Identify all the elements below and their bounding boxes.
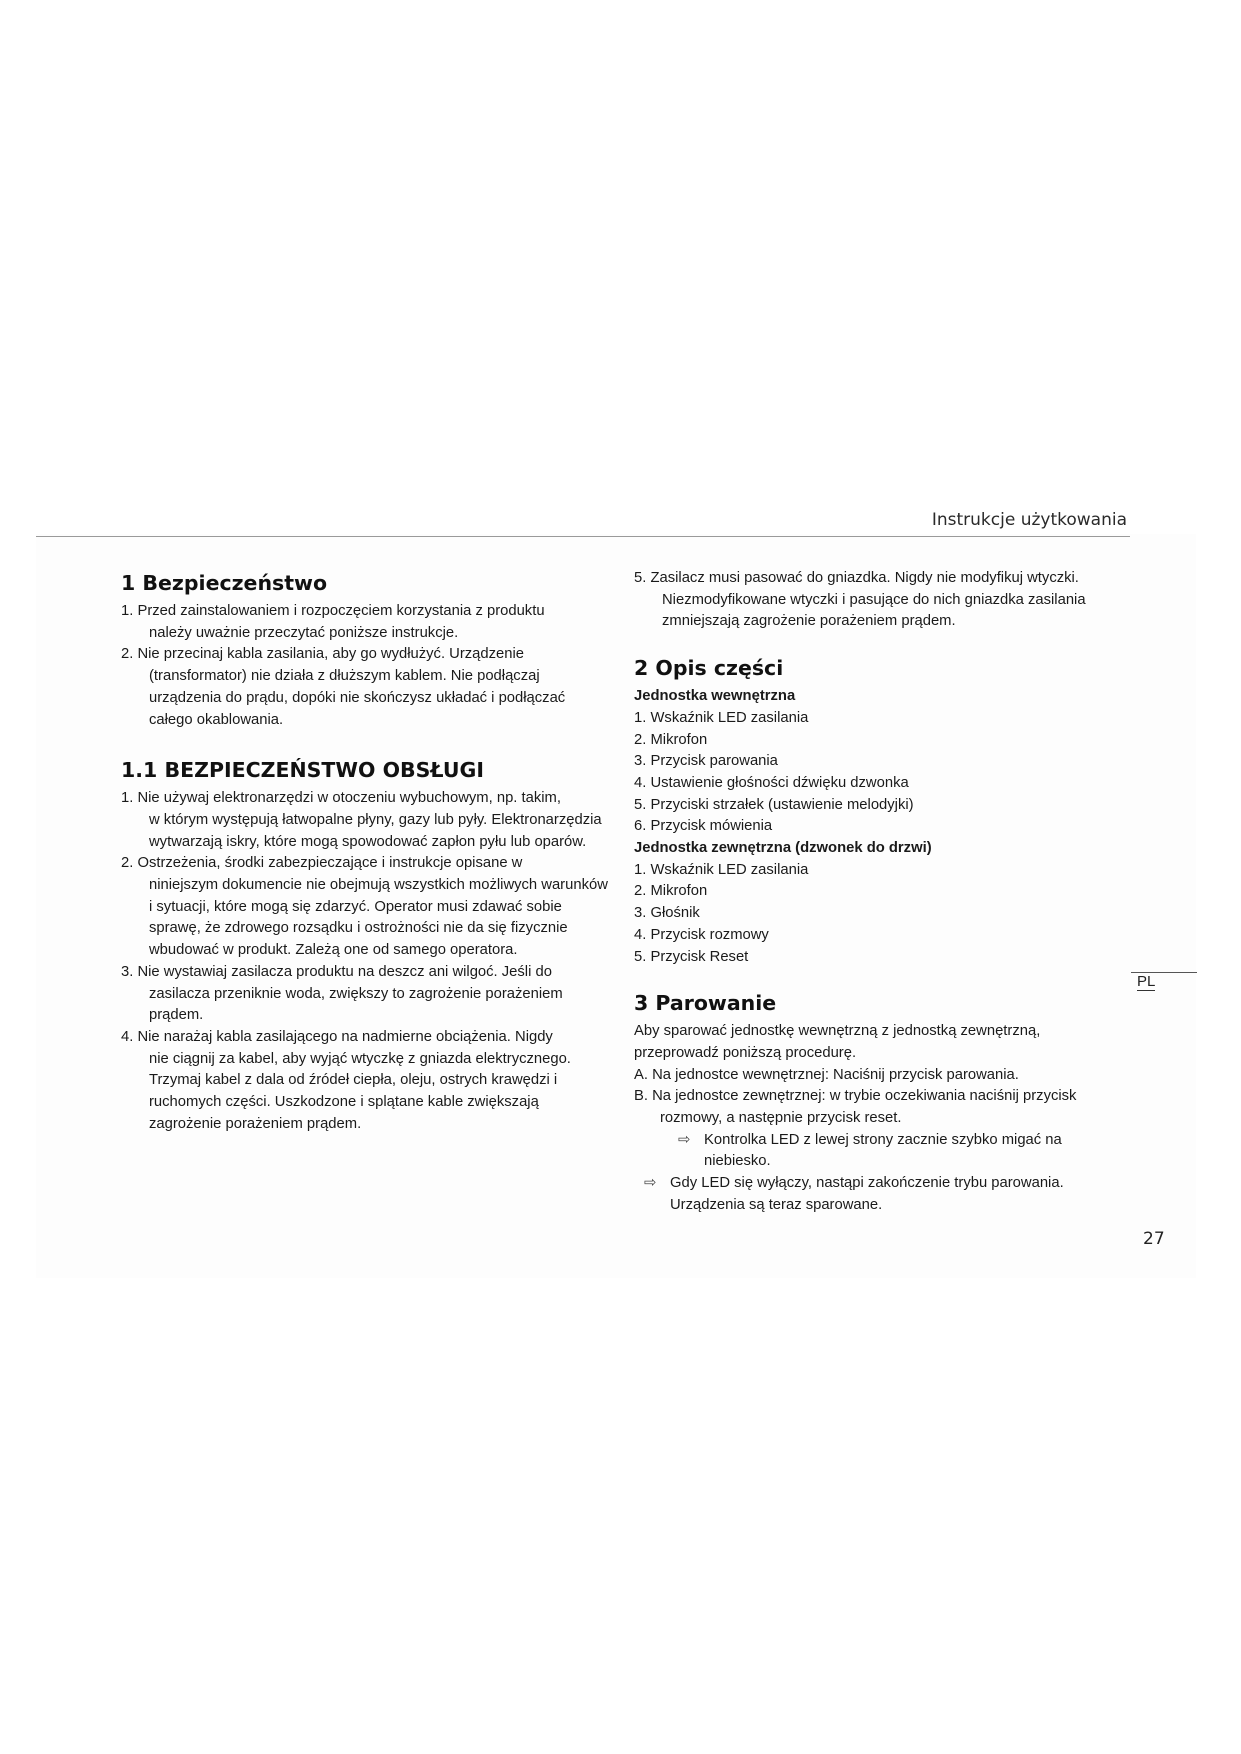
list-item: 5. Przyciski strzałek (ustawienie melodyjki) — [634, 796, 914, 813]
list-item: 5. Zasilacz musi pasować do gniazdka. Nigdy nie modyfikuj wtyczki. Niezmodyfikowane wtyczki i pasujące do nich gniazdka zasilania zmniejszają zagrożenie porażeniem prądem. — [634, 570, 1086, 630]
list-item: 2. Mikrofon — [634, 883, 708, 900]
language-tag: PL — [1137, 973, 1156, 990]
section-title-operation-safety: 1.1 BEZPIECZEŃSTWO OBSŁUGI — [121, 758, 484, 783]
list-item: 1. Nie używaj elektronarzędzi w otoczeniu wybuchowym, np. takim, w którym występują łatwopalne płyny, gazy lub pyły. Elektronarzędzia wytwarzają iskry, które mogą spowodować zapłon pyłu lub oparów. — [121, 790, 602, 850]
language-tag-underline — [1137, 990, 1155, 991]
list-item: 3. Przycisk parowania — [634, 753, 778, 770]
list-item: 3. Głośnik — [634, 905, 700, 922]
right-column — [634, 568, 1134, 1217]
pairing-note-complete: ⇨ Gdy LED się wyłączy, nastąpi zakończenie trybu parowania. Urządzenia są teraz sparowane. — [634, 1173, 1134, 1216]
pairing-intro: Aby sparować jednostkę wewnętrzną z jednostką zewnętrzną, przeprowadź poniższą procedurę. — [634, 1023, 1041, 1061]
list-item: 2. Nie przecinaj kabla zasilania, aby go wydłużyć. Urządzenie (transformator) nie działa z dłuższym kablem. Nie podłączaj urządzenia do prądu, dopóki nie skończysz układać i podłączać całego okablowania. — [121, 646, 566, 728]
arrow-right-icon: ⇨ — [678, 1131, 691, 1148]
list-item: 1. Wskaźnik LED zasilania — [634, 709, 809, 726]
page-number: 27 — [1143, 1229, 1165, 1249]
list-item: 4. Ustawienie głośności dźwięku dzwonka — [634, 774, 909, 791]
subheading-indoor-unit: Jednostka wewnętrzna — [634, 688, 796, 705]
header-divider — [36, 536, 1130, 537]
list-item: 5. Przycisk Reset — [634, 948, 749, 965]
pairing-step-b: B. Na jednostce zewnętrznej: w trybie oczekiwania naciśnij przycisk rozmowy, a następnie przycisk reset. — [634, 1088, 1077, 1127]
list-item: 2. Ostrzeżenia, środki zabezpieczające i instrukcje opisane w niniejszym dokumencie nie obejmują wszystkich możliwych warunków i sytuacji, które mogą się zdarzyć. Operator musi zdawać sobie sprawę, że zdrowego rozsądku i ostrożności nie da się fizycznie wbudować w produkt. Zależą one od samego operatora. — [121, 855, 608, 959]
left-column — [121, 568, 611, 1135]
section-title-parts: 2 Opis części — [634, 656, 784, 681]
section-title-pairing: 3 Parowanie — [634, 991, 777, 1016]
list-item: 4. Przycisk rozmowy — [634, 926, 769, 943]
arrow-right-icon: ⇨ — [644, 1175, 657, 1192]
pairing-step-a: A. Na jednostce wewnętrznej: Naciśnij przycisk parowania. — [634, 1066, 1019, 1083]
list-item: 6. Przycisk mówienia — [634, 818, 773, 835]
list-item: 1. Przed zainstalowaniem i rozpoczęciem korzystania z produktu należy uważnie przeczytać poniższe instrukcje. — [121, 603, 545, 641]
list-item: 2. Mikrofon — [634, 731, 708, 748]
subheading-outdoor-unit: Jednostka zewnętrzna (dzwonek do drzwi) — [634, 840, 932, 857]
document-header-title: Instrukcje użytkowania — [931, 510, 1127, 530]
list-item: 4. Nie narażaj kabla zasilającego na nadmierne obciążenia. Nigdy nie ciągnij za kabel, aby wyjąć wtyczkę z gniazda elektrycznego. Trzymaj kabel z dala od źródeł ciepła, oleju, ostrych krawędzi i ruchomych części. Uszkodzone i splątane kable zwiększają zagrożenie porażeniem prądem. — [121, 1028, 571, 1132]
pairing-note-led: ⇨ Kontrolka LED z lewej strony zacznie szybko migać na niebiesko. — [634, 1130, 1134, 1173]
list-item: 1. Wskaźnik LED zasilania — [634, 861, 809, 878]
section-title-safety: 1 Bezpieczeństwo — [121, 571, 328, 595]
list-item: 3. Nie wystawiaj zasilacza produktu na deszcz ani wilgoć. Jeśli do zasilacza przeniknie woda, zwiększy to zagrożenie porażeniem prądem. — [121, 963, 563, 1024]
